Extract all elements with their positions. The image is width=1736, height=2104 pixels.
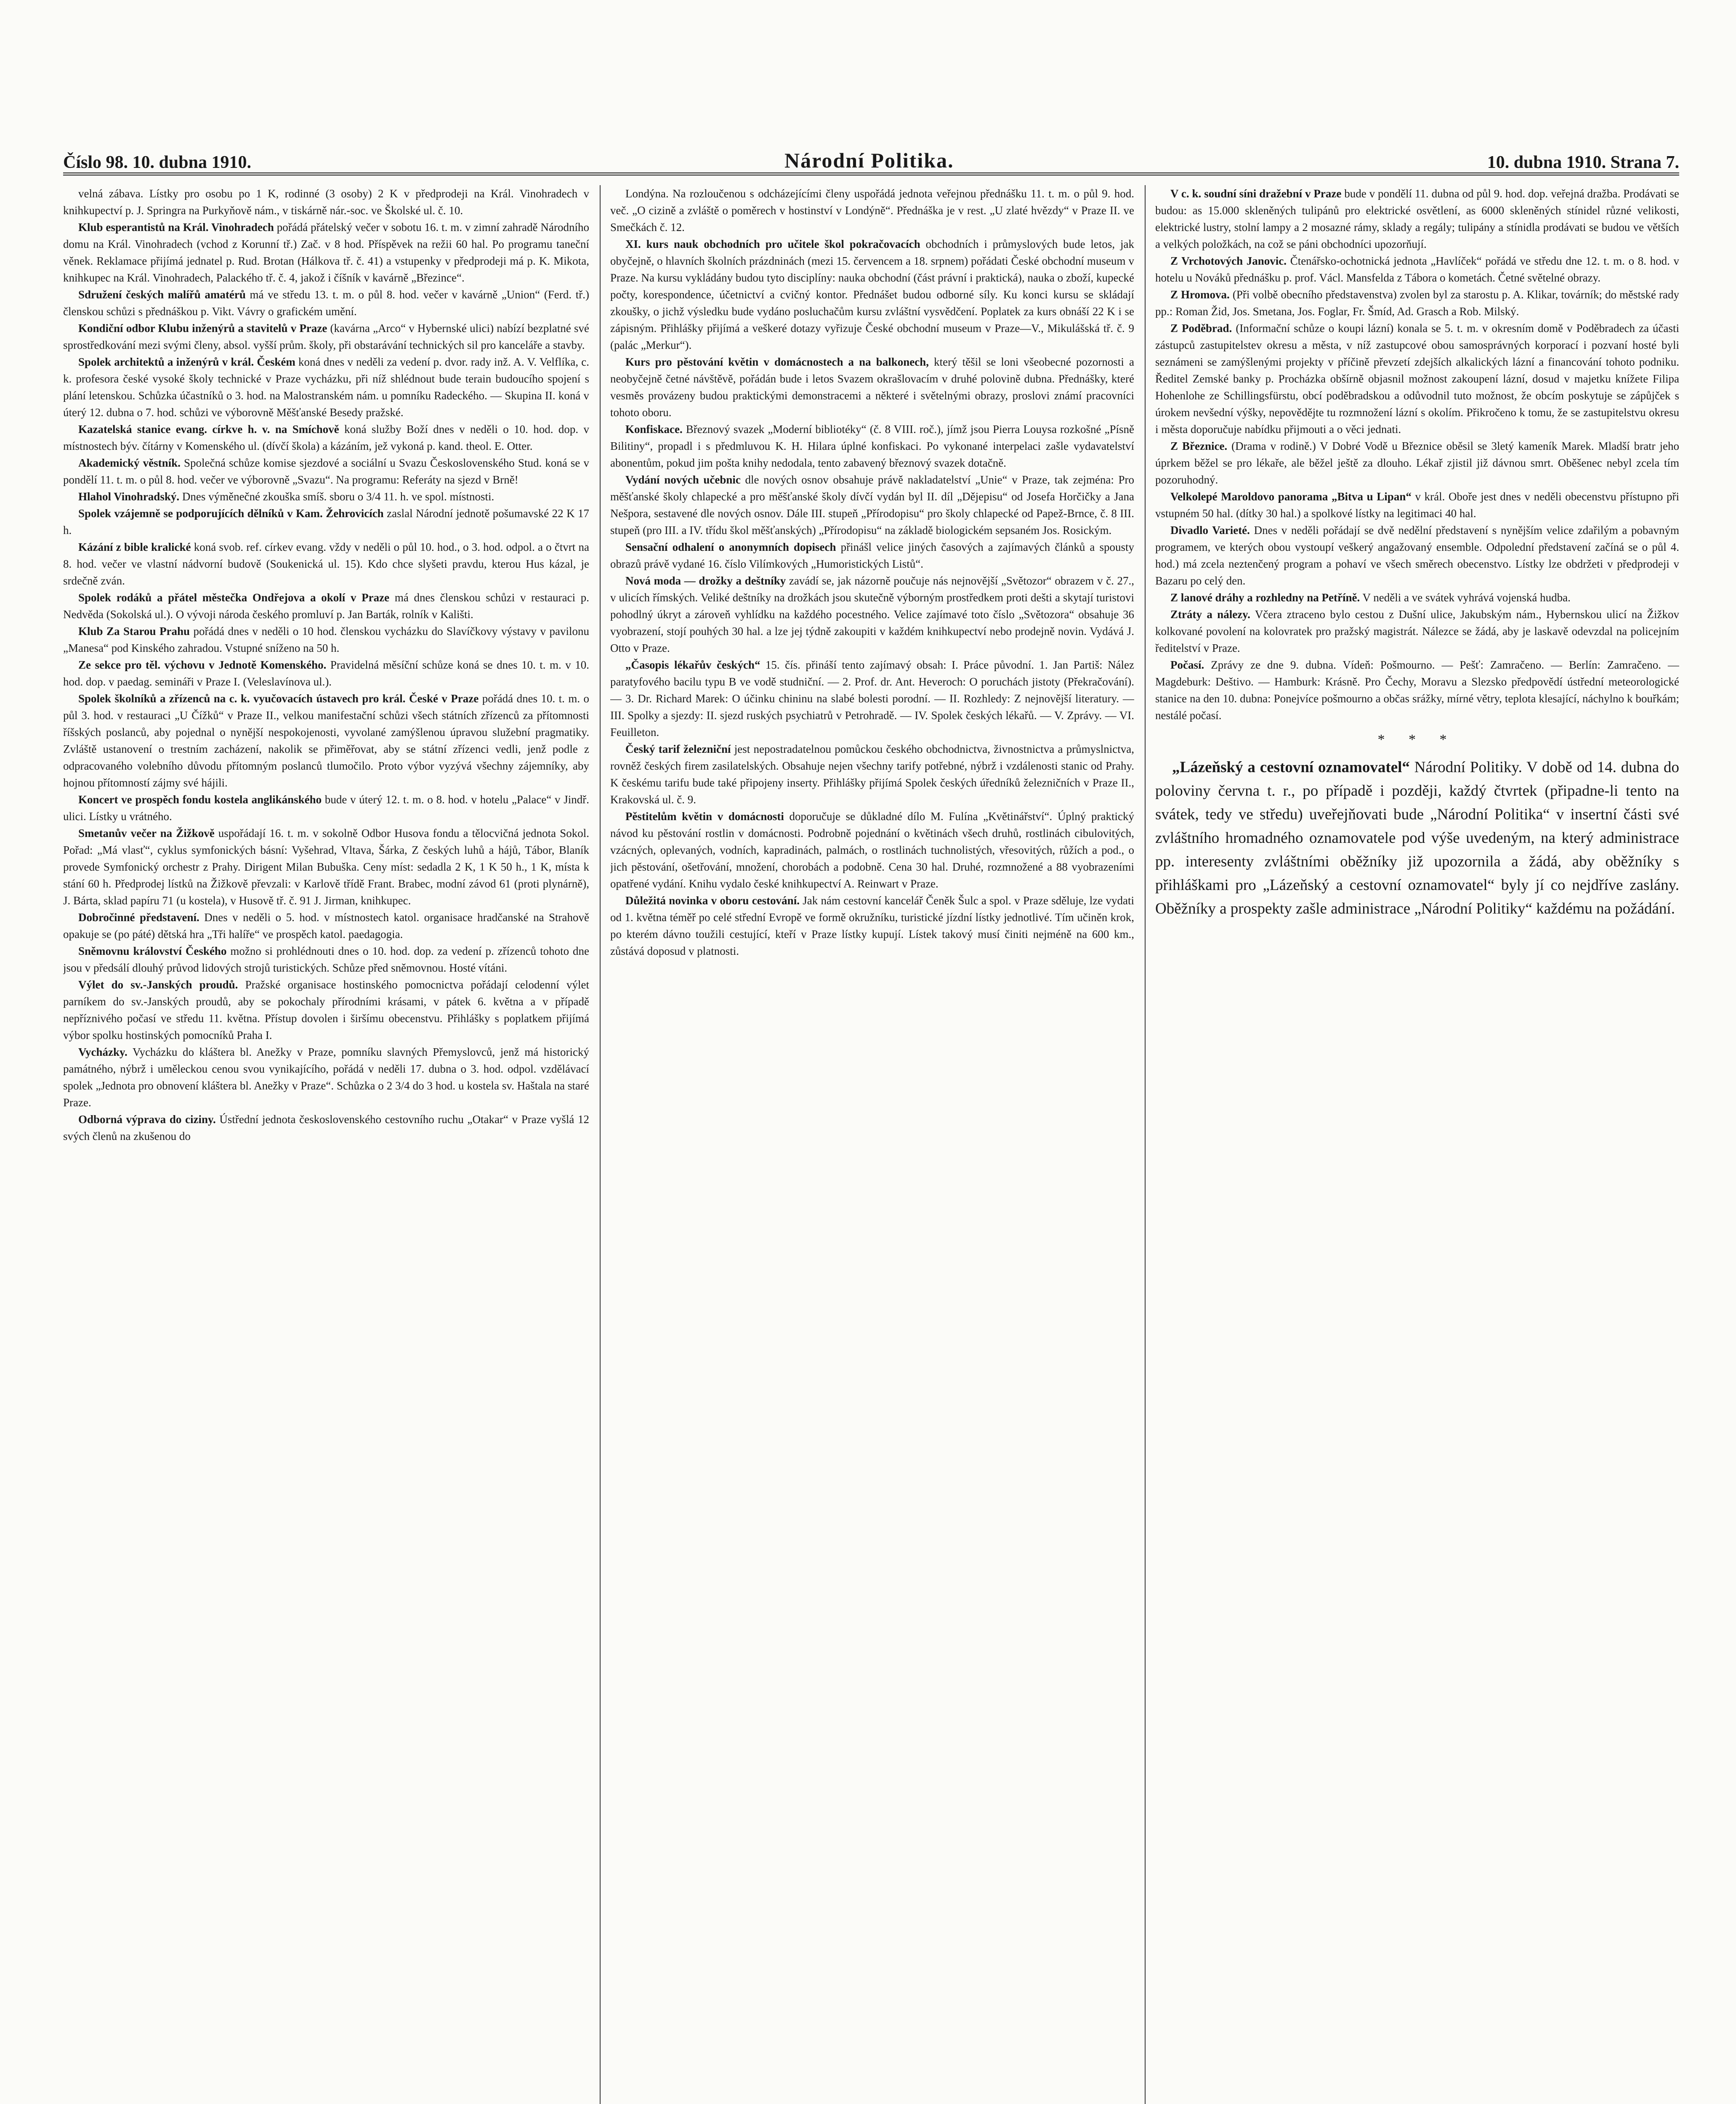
news-item (1155, 488, 1679, 522)
news-item-text: koná dnes v neděli za vedení p. dvor. rady inž. A. V. Velflíka, c. k. profesora české vysoké školy technické v Praze vycházku, při níž shlédnout bude terain budoucího spojení s plání letenskou. Schůzka účastníků o 3. hod. na Malostranském nám. u pomníku Radeckého. — Skupina II. koná v úterý 12. dubna o 7. hod. schůzi ve výborovně Měšťanské Besedy pražské. (63, 356, 589, 419)
news-item-heading: Spolek rodáků a přátel městečka Ondřejova a okolí v Praze (78, 591, 390, 604)
news-item-heading: Spolek vzájemně se podporujících dělníků v Kam. Žehrovicích (78, 507, 384, 520)
news-item (63, 539, 589, 589)
news-item-heading: Pěstitelům květin v domácnosti (625, 810, 784, 823)
news-item-text: koná služby Boží dnes v neděli o 10. hod. dop. v místnostech býv. čítárny v Komenského ul. (dívčí škola) a kázáním, jež vykoná p. kand. theol. E. Otter. (63, 423, 589, 452)
header-date-page: 10. dubna 1910. Strana 7. (1487, 153, 1679, 172)
news-item (1155, 656, 1679, 724)
news-item-heading: Spolek školníků a zřízenců na c. k. vyučovacích ústavech pro král. České v Praze (78, 692, 479, 705)
news-item-text: Březnový svazek „Moderní bibliotéky“ (č. 8 VIII. roč.), jímž jsou Pierra Louysa rozkošné „Písně Bilitiny“, propadl i s předmluvou K. H. Hilara úplné konfiskaci. Po vykonané interpelaci zašle vydavatelství abonentům, pokud jim pošta knihy nedodala, tento zabavený březnový svazek dotačně. (610, 423, 1134, 469)
news-item (1155, 320, 1679, 438)
news-item-heading: Divadlo Varieté. (1170, 524, 1250, 537)
news-item (63, 185, 589, 219)
news-item (1155, 286, 1679, 320)
separator: * * * (1377, 732, 1457, 747)
news-item-text: velná zábava. Lístky pro osobu po 1 K, rodinné (3 osoby) 2 K v předprodeji na Král. Vinohradech v knihkupectví p. J. Springra na Purkyňově nám., v tiskárně nár.-soc. ve Školské ul. č. 10. (63, 187, 589, 217)
news-item-text: pořádá přátelský večer v sobotu 16. t. m. v zimní zahradě Národního domu na Král. Vinohradech (vchod z Korunní tř.) Zač. v 8 hod. Příspěvek na režii 60 hal. Po programu taneční věnek. Reklamace přijímá jednatel p. Rud. Brotan (Hálkova tř. č. 41) a vstupenky v předprodeji má p. K. Mikota, knihkupec na Král. Vinohradech, Palackého tř. č. 4, jakož i číšník v kavárně „Březince“. (63, 221, 589, 284)
news-item-text: doporučuje se důkladné dílo M. Fulína „Květinářství“. Úplný praktický návod ku pěstování rostlin v domácnosti. Podrobně pojednání o květinách všech druhů, rostlinách cibulovitých, vzácných, oplevaných, vodních, kapradinách, palmách, o rostlinách tuchnolistých, vřesovitých, růžích a pod., o jich pěstování, ošetřování, množení, chorobách a podobně. Cena 30 hal. Druhé, rozmnožené a 88 vyobrazeními opatřené vydání. Knihu vydalo české knihkupectví A. Reinwart v Praze. (610, 810, 1134, 890)
news-item (610, 236, 1134, 353)
news-item (63, 825, 589, 909)
news-item-text: (Při volbě obecního představenstva) zvolen byl za starostu p. A. Klikar, továrník; do městské rady pp.: Roman Žid, Jos. Smetana, Jos. Foglar, Fr. Šmíd, Ad. Grasch a Rob. Milský. (1155, 288, 1679, 318)
news-item (63, 320, 589, 353)
news-item (610, 808, 1134, 892)
news-item-text: možno si prohlédnouti dnes o 10. hod. dop. za vedení p. zřízenců tohoto dne jsou v předsálí dlouhý průvod lidových strojů turistických. Schůze před sněmovnou. Hosté vítáni. (63, 945, 589, 974)
news-item-heading: Ze sekce pro těl. výchovu v Jednotě Komenského. (78, 659, 327, 671)
news-item-heading: Smetanův večer na Žižkově (78, 827, 215, 839)
news-item-text: v král. Oboře jest dnes v neděli obecenstvu přístupno při vstupném 50 hal. (dítky 30 hal.) a spolkové lístky na legitimaci 40 hal. (1155, 490, 1679, 520)
news-item-text: zavádí se, jak názorně poučuje nás nejnovější „Světozor“ obrazem v č. 27., v ulicích římských. Veliké deštníky na drožkách jsou skutečně výborným prostředkem proti dešti a skytají turistovi pohodlný úkryt a zároveň vyhlídku na každého pocestného. Velice zajímavé toto číslo „Světozora“ obsahuje 36 vyobrazení, stojí pouhých 30 hal. a lze jej týdně zakoupiti v každém knihkupectví nebo prodejně novin. Vydává J. Otto v Praze. (610, 574, 1134, 654)
news-item-heading: Kurs pro pěstování květin v domácnostech a na balkonech, (625, 356, 929, 368)
news-item-heading: Klub Za Starou Prahu (78, 625, 190, 638)
news-item-text: Zprávy ze dne 9. dubna. Vídeň: Pošmourno. — Pešť: Zamračeno. — Berlín: Zamračeno. — Magdeburk: Deštivo. — Hamburk: Krásně. Pro Čechy, Moravu a Slezsko předpovědí ústřední meteorologické stanice na den 10. dubna: Ponejvíce pošmourno a občas srážky, mírné větry, teplota klesající, náchylno k bouřkám; nestálé počasí. (1155, 659, 1679, 722)
news-item-heading: Počasí. (1170, 659, 1204, 671)
news-item (63, 219, 589, 286)
news-item (63, 1044, 589, 1111)
news-item (63, 976, 589, 1044)
header-issue-date: Číslo 98. 10. dubna 1910. (63, 153, 251, 172)
news-item-heading: Velkolepé Maroldovo panorama „Bitva u Lipan“ (1170, 490, 1412, 503)
news-item (1155, 438, 1679, 488)
news-item-heading: Český tarif železniční (625, 743, 731, 755)
news-item-heading: Akademický věstník. (78, 457, 181, 469)
news-item (610, 656, 1134, 741)
page-header (63, 139, 1679, 175)
news-item-text: obchodních i průmyslových bude letos, jak obyčejně, o hlavních školních prázdninách (mezi 15. červencem a 18. srpnem) pořádati České obchodní museum v Praze. Na kursu vykládány budou tyto disciplíny: nauka obchodní (část právní i praktická), nauka o zboží, kupecké počty, korespondence, účetnictví a cvičný kontor. Přednášet budou odborné síly. Ku konci kursu se skládají zkoušky, o jichž výsledku bude vydáno posluchačům kursu zvláštní vysvědčení. Poplatek za kurs obnáší 22 K i se zápisným. Přihlášky přijímá a veškeré dotazy vyřizuje České obchodní museum v Praze—V., Mikulášská tř. č. 9 (palác „Merkur“). (610, 238, 1134, 351)
news-item-heading: Klub esperantistů na Král. Vinohradech (78, 221, 274, 234)
news-item-text: který těšil se loni všeobecné pozornosti a neobyčejně četné návštěvě, pořádán bude i letos Svazem okrašlovacím v druhé polovině dubna. Přednášky, které vesměs provázeny budou praktickými demonstracemi a některé i světelnými obrazy, proslovi známí pracovníci tohoto oboru. (610, 356, 1134, 419)
news-item-heading: Výlet do sv.-Janských proudů. (78, 978, 238, 991)
news-item-text: pořádá dnes v neděli o 10 hod. členskou vycházku do Slavíčkovy výstavy v pavilonu „Manesa“ pod Kinského zahradou. Vstupné sníženo na 50 h. (63, 625, 589, 654)
news-item-heading: Sensační odhalení o anonymních dopisech (625, 541, 836, 553)
news-item-text: 15. čís. přináší tento zajímavý obsah: I. Práce původní. 1. Jan Partiš: Nález paratyfového bacilu typu B ve vodě studniční. — 2. Prof. dr. Ant. Heveroch: O poruchách jistoty (Překračování). — 3. Dr. Richard Marek: O účinku chininu na slabé bolesti porodní. — II. Rozhledy: Z nejnovější literatury. — III. Spolky a sjezdy: II. sjezd ruských psychiatrů v Petrohradě. — IV. Spolek českých lékařů. — V. Zprávy. — VI. Feuilleton. (610, 659, 1134, 739)
news-item-text: (kavárna „Arco“ v Hybernské ulici) nabízí bezplatné své sprostředkování mezi svými členy, absol. vyšší prům. školy, při obstarávání technických sil pro kanceláře a stavby. (63, 322, 589, 351)
news-item-heading: Hlahol Vinohradský. (78, 490, 180, 503)
news-item-heading: Vydání nových učebnic (625, 473, 741, 486)
news-item-heading: Z Poděbrad. (1170, 322, 1232, 335)
news-item-text: má dnes členskou schůzi v restauraci p. Nedvěda (Sokolská ul.). O vývoji národa českého promluví p. Jan Barták, rolník v Kališti. (63, 591, 589, 621)
news-item-heading: Kondiční odbor Klubu inženýrů a stavitelů v Praze (78, 322, 327, 335)
news-item-heading: Kazatelská stanice evang. církve h. v. na Smíchově (78, 423, 339, 436)
news-item-heading: Ztráty a nálezy. (1170, 608, 1250, 621)
news-item (63, 286, 589, 320)
news-item (610, 421, 1134, 471)
masthead-title: Národní Politika. (784, 149, 954, 172)
column-3 (1155, 185, 1679, 2104)
news-item (63, 791, 589, 825)
news-item-heading: Odborná výprava do ciziny. (78, 1113, 216, 1126)
news-item-heading: Vycházky. (78, 1046, 128, 1058)
columns (63, 185, 1679, 2104)
news-item-text: Pravidelná měsíční schůze koná se dnes 10. t. m. v 10. hod. dop. v paedag. semináři v Praze I. (Veleslavínova ul.). (63, 659, 589, 688)
newspaper-page (63, 139, 1679, 2104)
news-item (1155, 185, 1679, 252)
news-item (610, 471, 1134, 539)
news-item (63, 589, 589, 623)
news-item (63, 454, 589, 488)
news-item-heading: Kázání z bible kralické (78, 541, 191, 553)
news-item (63, 505, 589, 539)
news-item (63, 909, 589, 943)
news-item (1155, 522, 1679, 589)
news-item (610, 539, 1134, 572)
news-item-heading: Z Vrchotových Janovic. (1170, 255, 1287, 267)
news-item-text: pořádá dnes 10. t. m. o půl 3. hod. v restauraci „U Čížků“ v Praze II., velkou manifestační schůzi všech státních zřízenců za přítomnosti říšských poslanců, aby pojednal o nynější nespokojenosti, vyvolané zamýšlenou úpravou služební pragmatiky. Zvláště ustanovení o trestním zacházení, nakolik se přiměřovat, aby se státní zřízenci vedli, jenž podle z odpracovaného volebního důvodu přítomným poslanců tlumočilo. Proto výbor vyzývá všechny zájemníky, aby hojnou přítomností zájmy své hájili. (63, 692, 589, 789)
news-item-text: přinášl velice jiných časových a zajímavých článků a spousty obrazů právě vydané 16. číslo Vilímkových „Humoristických Listů“. (610, 541, 1134, 570)
news-item-text: Pražské organisace hostinského pomocnictva pořádají celodenní výlet parníkem do sv.-Janských proudů, aby se pokochaly přírodními krásami, v pátek 6. května a v případě nepříznivého počasí ve středu 11. května. Přístup dovolen i širšímu obecenstvu. Přihlášky s poplatkem přijímá výbor spolku hostinských pomocníků Praha I. (63, 978, 589, 1041)
news-item (63, 690, 589, 791)
news-item-text: koná svob. ref. církev evang. vždy v neděli o půl 10. hod., o 3. hod. odpol. a o čtvrt na 8. hod. večer ve vlastní nádvorní budově (Soukenická ul. 15). Kdo chce slyšeti pravdu, kterou Hus kázal, je srdečně zván. (63, 541, 589, 587)
news-item-heading: Z Hromova. (1170, 288, 1230, 301)
news-item (63, 488, 589, 505)
news-item (1155, 606, 1679, 656)
news-item (63, 421, 589, 454)
news-item-heading: Sněmovnu království Českého (78, 945, 227, 957)
news-item (610, 892, 1134, 959)
news-item-heading: Z Březnice. (1170, 440, 1228, 452)
news-item-text: Dnes výměnečné zkouška smíš. sboru o 3/4 11. h. ve spol. místnosti. (182, 490, 494, 503)
news-item-text: (Drama v rodině.) V Dobré Vodě u Březnice oběsil se 3letý kameník Marek. Mladší bratr jeho úprkem běžel se pro lékaře, ale běžel ještě za dlouho. Lékař zjistil již dávnou smrt. Oběšenec nebyl zcela tím pozoruhodný. (1155, 440, 1679, 486)
news-item-text: uspořádají 16. t. m. v sokolně Odbor Husova fondu a tělocvičná jednota Sokol. Pořad: „Má vlasť“, cyklus symfonických básní: Vyšehrad, Vltava, Šárka, Z českých luhů a hájů, Tábor, Blaník provede Symfonický orchestr z Prahy. Dirigent Milan Bubuška. Ceny míst: sedadla 2 K, 1 K 50 h., 1 K, místa k stání 60 h. Předprodej lístků na Žižkově převzali: v Karlově třídě Frant. Brabec, modní závod 61 (proti plynárně), J. Bárta, sklad papíru 71 (u kostela), v Husově tř. č. 91 J. Jirman, knihkupec. (63, 827, 589, 907)
news-item-text: dle nových osnov obsahuje právě nakladatelství „Unie“ v Praze, tak zejména: Pro měšťanské školy chlapecké a pro měšťanské školy dívčí vydán byl II. díl „Dějepisu“ od Josefa Horčičky a Jana Nešpora, sestavené dle nových osnov. Dále III. stupeň „Přírodopisu“ pro školy chlapecké od Papež-Brnce, č. 8 III. stupeň (pro III. a IV. třídu škol měšťanských) „Přírodopisu“ na základě biologickém sepsaném Jos. Rosickým. (610, 473, 1134, 537)
news-item-text: Čtenářsko-ochotnická jednota „Havlíček“ pořádá ve středu dne 12. t. m. o 8. hod. v hotelu u Nováků přednášku p. prof. Václ. Mansfelda z Tábora o kometách. Četné světelné obrazy. (1155, 255, 1679, 284)
news-item-heading: XI. kurs nauk obchodních pro učitele škol pokračovacích (625, 238, 920, 250)
news-item (1155, 252, 1679, 286)
news-item-heading: Z lanové dráhy a rozhledny na Petříně. (1170, 591, 1360, 604)
news-item-text: V neděli a ve svátek vyhrává vojenská hudba. (1362, 591, 1571, 604)
news-item-text: má ve středu 13. t. m. o půl 8. hod. večer v kavárně „Union“ (Ferd. tř.) členskou schůzi s přednáškou p. Vikt. Vávry o grafickém umění. (63, 288, 589, 318)
news-item-text: bude v pondělí 11. dubna od půl 9. hod. dop. veřejná dražba. Prodávati se budou: as 15.000 skleněných tulipánů pro elektrické osvětlení, as 6000 skleněných stínidel různé velikosti, elektrické lustry, stolní lampy a 2 mosazné rámy, sklady a regály; tulipány a stínidla prodávati se budou ve větších a velkých položkách, na což se páni obchodníci upozorňují. (1155, 187, 1679, 250)
news-item-heading: Koncert ve prospěch fondu kostela anglikánského (78, 793, 322, 806)
news-item (610, 741, 1134, 808)
news-item (63, 1111, 589, 1145)
column-2 (610, 185, 1134, 2104)
news-item-heading: Dobročinné představení. (78, 911, 199, 924)
news-item-text: zaslal Národní jednotě pošumavské 22 K 17 h. (63, 507, 589, 537)
news-item-heading: Spolek architektů a inženýrů v král. Českém (78, 356, 295, 368)
news-item-heading: Sdružení českých malířů amatérů (78, 288, 246, 301)
news-item (63, 623, 589, 656)
news-item-heading: Konfiskace. (625, 423, 683, 436)
news-item-heading: Důležitá novinka v oboru cestování. (625, 894, 800, 907)
news-item (63, 656, 589, 690)
news-item-heading: „Časopis lékařův českých“ (625, 659, 760, 671)
advertising-notice (1155, 756, 1679, 921)
notice-text: Národní Politiky. V době od 14. dubna do poloviny června t. r., po případě i později, každý čtvrtek (připadne-li tento na svátek, tedy ve středu) uveřejňovati bude „Národní Politika“ v insertní části své zvláštního hromadného oznamovatele pod výše uvedeným, na který administrace pp. interesenty zvláštními oběžníky již upozornila a žádá, aby oběžníky s přihláškami pro „Lázeňský a cestovní oznamovatel“ byly jí co nejdříve zaslány. Oběžníky a prospekty zašle administrace „Národní Politiky“ každému na požádání. (1155, 759, 1679, 917)
news-item-heading: V c. k. soudní síni dražební v Praze (1170, 187, 1342, 200)
news-item-text: Jak nám cestovní kancelář Čeněk Šulc a spol. v Praze sděluje, lze vydati od 1. května téměř po celé střední Evropě ve formě okružníku, turistické jízdní lístky jednotlivé. Tím učiněn krok, po kterém dávno toužili cestující, kteří v Praze lístky kupují. Lístek takový musí činiti nejméně na 600 km., zůstává doposud v platnosti. (610, 894, 1134, 957)
news-item (610, 572, 1134, 656)
news-item-text: Dnes v neděli pořádají se dvě nedělní představení s nynějším velice zdařilým a pobavným programem, ve kterých obou vystoupí veškerý angažovaný ensemble. Odpolední představení začíná se o půl 4. hod.) má zcela neztenčený program a pohaví ve všech směrech obecenstvo. Lístky lze obdržeti v předprodeji v Bazaru po celý den. (1155, 524, 1679, 587)
news-item (610, 353, 1134, 421)
news-item-text: bude v úterý 12. t. m. o 8. hod. v hotelu „Palace“ v Jindř. ulici. Lístky u vrátného. (63, 793, 589, 823)
news-item-text: Včera ztraceno bylo cestou z Dušní ulice, Jakubským nám., Hybernskou ulicí na Žižkov kolkované povolení na kolovratek pro pražský magistrát. Nálezce se žádá, aby je laskavě odevzdal na policejním ředitelství v Praze. (1155, 608, 1679, 654)
column-1 (63, 185, 589, 2104)
news-item (63, 943, 589, 976)
news-item-text: Dnes v neděli o 5. hod. v místnostech katol. organisace hradčanské na Strahově opakuje se (po páté) dětská hra „Tři halíře“ ve prospěch katol. paedagogia. (63, 911, 589, 940)
notice-lead: „Lázeňský a cestovní oznamovatel“ (1172, 759, 1410, 776)
column-3-items (1155, 185, 1679, 724)
news-item (63, 353, 589, 421)
news-item-text: (Informační schůze o koupi lázní) konala se 5. t. m. v okresním domě v Poděbradech za účasti zástupců zastupitelstev okresu a města, v níž zastupcové obou samosprávných korporací i pozvaní hosté byli seznámeni se zamýšlenými projekty v příčině převzetí zdejších alkalických lázní a financování tohoto podniku. Ředitel Zemské banky p. Procházka obšírně objasnil možnost zakoupení lázní, dosud v majetku knížete Filipa Hohenlohe ze Schillingsfürstu, obcí poděbradskou a odůvodnil tuto možnost, že obcím poskytuje se zápůjček s úrokem nevšední výšky, nepovědějte tu rozmnožení lázní s okolím. Přikročeno k tomu, že se zastupitelstvu okresu i města doporučuje nabídku přijmouti a o věci jednati. (1155, 322, 1679, 436)
news-item-text: Společná schůze komise sjezdové a sociální u Svazu Československého Stud. koná se v pondělí 11. t. m. o půl 8. hod. večer ve výborovně „Svazu“. Na programu: Referáty na sjezd v Brně! (63, 457, 589, 486)
news-item-text: Londýna. Na rozloučenou s odcházejícími členy uspořádá jednota veřejnou přednášku 11. t. m. o půl 9. hod. več. „O cizině a zvláště o poměrech v hostinství v Londýně“. Přednáška je v rest. „U zlaté hvězdy“ v Praze II. ve Smečkách č. 12. (610, 187, 1134, 234)
news-item (1155, 589, 1679, 606)
news-item-heading: Nová moda — drožky a deštníky (625, 574, 786, 587)
news-item (610, 185, 1134, 236)
news-item-text: jest nepostradatelnou pomůckou českého obchodnictva, živnostnictva a průmyslnictva, rovněž českých firem zasilatelských. Obsahuje nejen všechny tarify potřebné, nýbrž i vzdálenosti stanic od Prahy. K českému tarifu bude také připojeny inserty. Přihlášky přijímá Spolek českých úředníků železničních v Praze II., Krakovská ul. č. 9. (610, 743, 1134, 806)
news-item-text: Ústřední jednota československého cestovního ruchu „Otakar“ v Praze vyšlá 12 svých členů na zkušenou do (63, 1113, 589, 1142)
news-item-text: Vycházku do kláštera bl. Anežky v Praze, pomníku slavných Přemyslovců, jenž má historický památného, nýbrž i uměleckou cenou svou vynikajícího, pořádá v neděli 17. dubna o 3. hod. odpol. vzdělávací spolek „Jednota pro obnovení kláštera bl. Anežky v Praze“. Schůzka o 2 3/4 do 3 hod. u kostela sv. Haštala na staré Praze. (63, 1046, 589, 1109)
